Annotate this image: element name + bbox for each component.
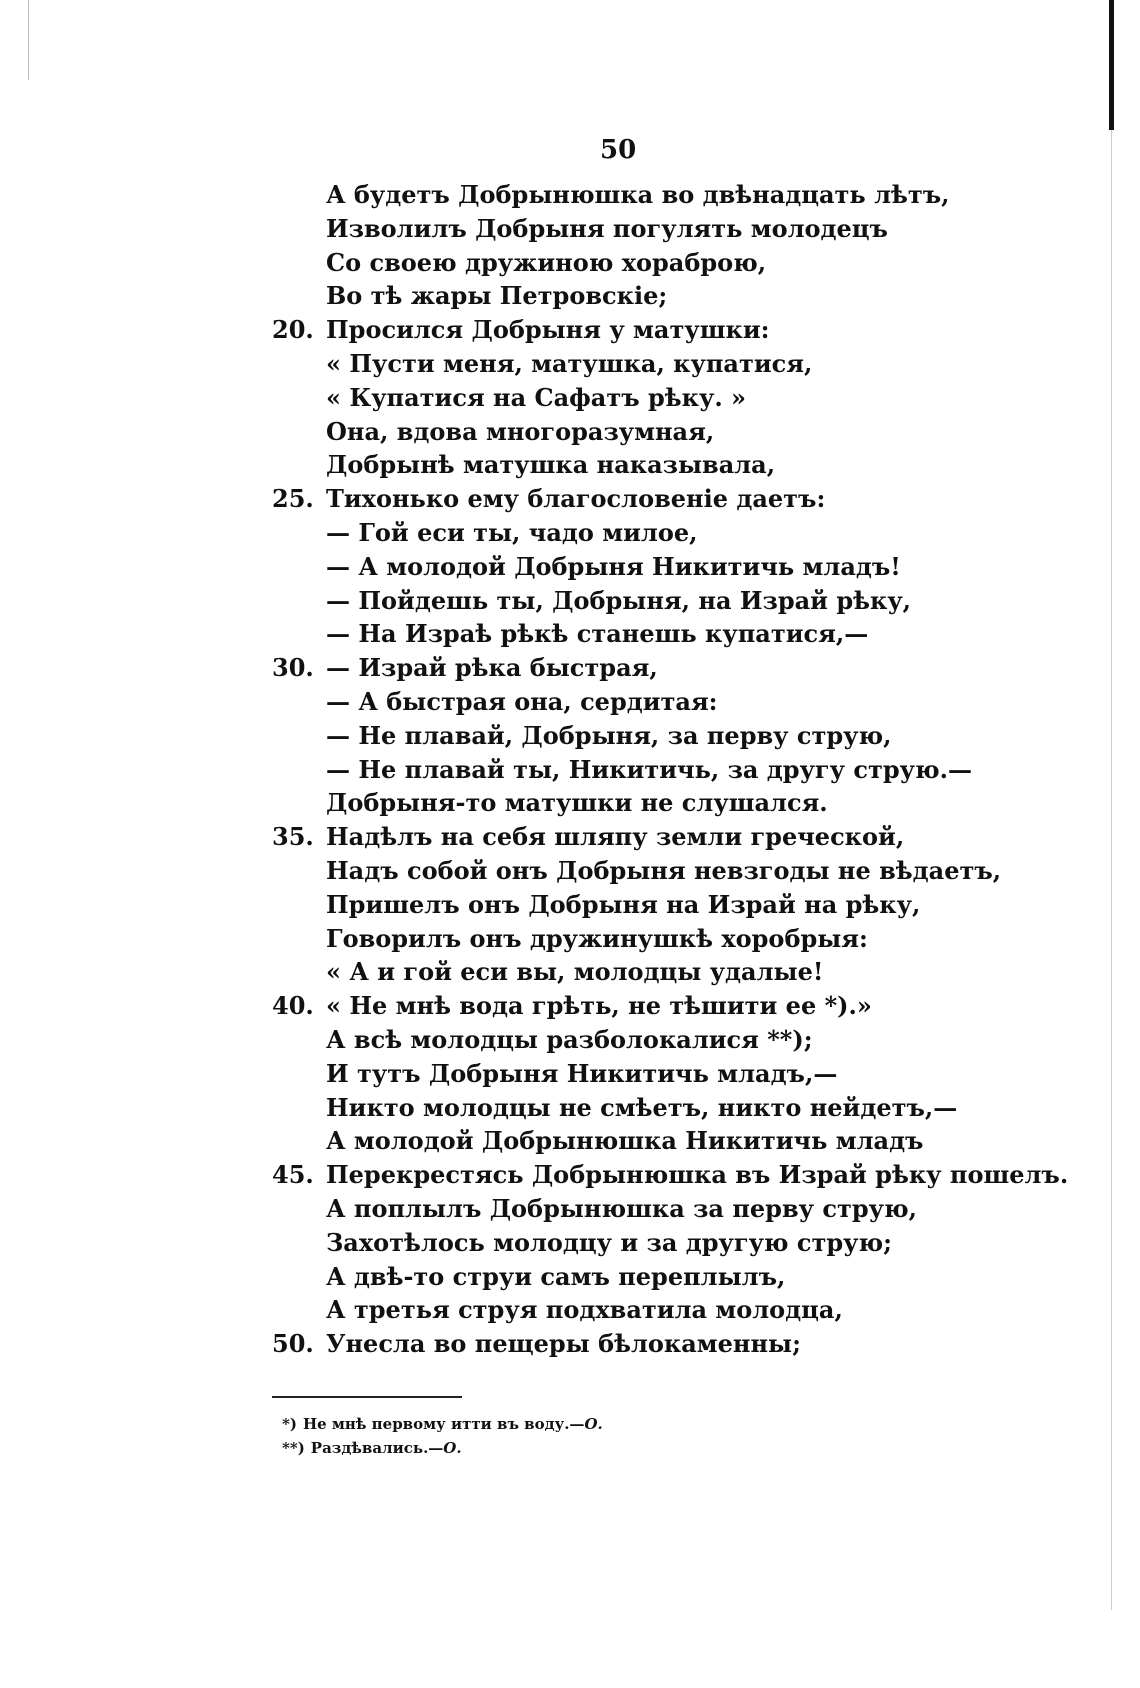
verse-text: А двѣ-то струи самъ переплылъ, xyxy=(326,1261,786,1291)
verse-text: Изволилъ Добрыня погулять молодецъ xyxy=(326,213,888,243)
footnote xyxy=(282,1412,882,1436)
verse-text: Во тѣ жары Петровскіе; xyxy=(326,281,668,311)
verse-text: И тутъ Добрыня Никитичь младъ,— xyxy=(326,1058,838,1088)
footnotes xyxy=(282,1412,882,1460)
verse-line xyxy=(272,448,1092,482)
verse-text: Добрынѣ матушка наказывала, xyxy=(326,450,776,480)
verse-number: 20. xyxy=(272,315,314,345)
verse-text: — Пойдешь ты, Добрыня, на Израй рѣку, xyxy=(326,585,912,615)
verse-line xyxy=(272,854,1092,888)
verse-line xyxy=(272,1091,1092,1125)
verse-line xyxy=(272,313,1092,347)
verse-text: — А быстрая она, сердитая: xyxy=(326,686,718,716)
verse-line xyxy=(272,617,1092,651)
verse-text: Захотѣлось молодцу и за другую струю; xyxy=(326,1227,892,1257)
verse-text: Говорилъ онъ дружинушкѣ хоробрыя: xyxy=(326,923,868,953)
page-number: 50 xyxy=(600,135,637,165)
verse-text: Тихонько ему благословеніе даетъ: xyxy=(326,484,826,514)
verse-line xyxy=(272,651,1092,685)
verse-line xyxy=(272,482,1092,516)
verse-line xyxy=(272,279,1092,313)
verse-line xyxy=(272,753,1092,787)
verse-line xyxy=(272,1293,1092,1327)
verse-line xyxy=(272,922,1092,956)
scan-edge-right xyxy=(1109,0,1114,130)
footnote-signature: О. xyxy=(584,1415,603,1433)
verse-line xyxy=(272,584,1092,618)
verse-line xyxy=(272,989,1092,1023)
verse-line xyxy=(272,246,1092,280)
verse-text: Унесла во пещеры бѣлокаменны; xyxy=(326,1329,801,1359)
verse-text: Она, вдова многоразумная, xyxy=(326,416,715,446)
verse-text: А будетъ Добрынюшка во двѣнадцать лѣтъ, xyxy=(326,180,950,209)
footnote-mark: *) xyxy=(282,1415,297,1433)
verse-text: Надъ собой онъ Добрыня невзгоды не вѣдаетъ, xyxy=(326,855,1002,885)
verse-line xyxy=(272,888,1092,922)
verse-text: — Гой еси ты, чадо милое, xyxy=(326,517,698,547)
verse-text: Пришелъ онъ Добрыня на Израй на рѣку, xyxy=(326,889,921,919)
footnote-mark: **) xyxy=(282,1439,305,1457)
verse-line xyxy=(272,550,1092,584)
poem-verses xyxy=(272,178,1092,1361)
footnote-signature: О. xyxy=(443,1439,462,1457)
verse-text: « Не мнѣ вода грѣть, не тѣшити ее *).» xyxy=(326,991,872,1021)
verse-line xyxy=(272,955,1092,989)
verse-number: 30. xyxy=(272,653,314,683)
verse-line xyxy=(272,1260,1092,1294)
verse-number: 45. xyxy=(272,1160,314,1190)
verse-line xyxy=(272,685,1092,719)
verse-text: — Не плавай ты, Никитичь, за другу струю.— xyxy=(326,754,972,784)
scan-edge-left xyxy=(28,0,29,80)
verse-line xyxy=(272,1023,1092,1057)
verse-line xyxy=(272,1124,1092,1158)
verse-line xyxy=(272,1327,1092,1361)
footnote-text: Не мнѣ первому итти въ воду.— xyxy=(302,1415,585,1433)
verse-number: 35. xyxy=(272,822,314,852)
verse-text: « Пусти меня, матушка, купатися, xyxy=(326,348,813,378)
footnote-separator xyxy=(272,1396,462,1398)
verse-number: 25. xyxy=(272,484,314,514)
verse-line xyxy=(272,516,1092,550)
verse-text: Надѣлъ на себя шляпу земли греческой, xyxy=(326,822,905,852)
verse-text: — А молодой Добрыня Никитичь младъ! xyxy=(326,551,901,581)
verse-text: А молодой Добрынюшка Никитичь младъ xyxy=(326,1126,924,1156)
verse-text: — Израй рѣка быстрая, xyxy=(326,653,658,683)
verse-text: Никто молодцы не смѣетъ, никто нейдетъ,— xyxy=(326,1092,958,1122)
verse-line xyxy=(272,381,1092,415)
verse-line xyxy=(272,820,1092,854)
verse-number: 50. xyxy=(272,1329,314,1359)
verse-text: А всѣ молодцы разболокалися **); xyxy=(326,1024,813,1054)
verse-number: 40. xyxy=(272,991,314,1021)
verse-text: Просился Добрыня у матушки: xyxy=(326,315,770,345)
verse-text: « Купатися на Сафатъ рѣку. » xyxy=(326,382,747,412)
verse-text: А поплылъ Добрынюшка за перву струю, xyxy=(326,1193,917,1223)
verse-line xyxy=(272,1158,1092,1192)
verse-text: — Не плавай, Добрыня, за перву струю, xyxy=(326,720,892,750)
verse-line xyxy=(272,415,1092,449)
verse-line xyxy=(272,1192,1092,1226)
verse-line xyxy=(272,1226,1092,1260)
verse-text: А третья струя подхватила молодца, xyxy=(326,1295,843,1325)
verse-line xyxy=(272,786,1092,820)
scan-edge-right-thin xyxy=(1111,130,1112,1610)
verse-text: Добрыня-то матушки не слушался. xyxy=(326,788,828,818)
verse-line xyxy=(272,347,1092,381)
verse-line xyxy=(272,1057,1092,1091)
footnote xyxy=(282,1436,882,1460)
verse-line xyxy=(272,212,1092,246)
verse-text: « А и гой еси вы, молодцы удалые! xyxy=(326,957,824,987)
verse-text: Перекрестясь Добрынюшка въ Израй рѣку пошелъ. xyxy=(326,1160,1069,1190)
verse-text: Со своею дружиною хораброю, xyxy=(326,247,767,277)
footnote-text: Раздѣвались.— xyxy=(310,1439,444,1457)
verse-line xyxy=(272,719,1092,753)
verse-text: — На Израѣ рѣкѣ станешь купатися,— xyxy=(326,619,869,649)
verse-line xyxy=(272,178,1092,212)
